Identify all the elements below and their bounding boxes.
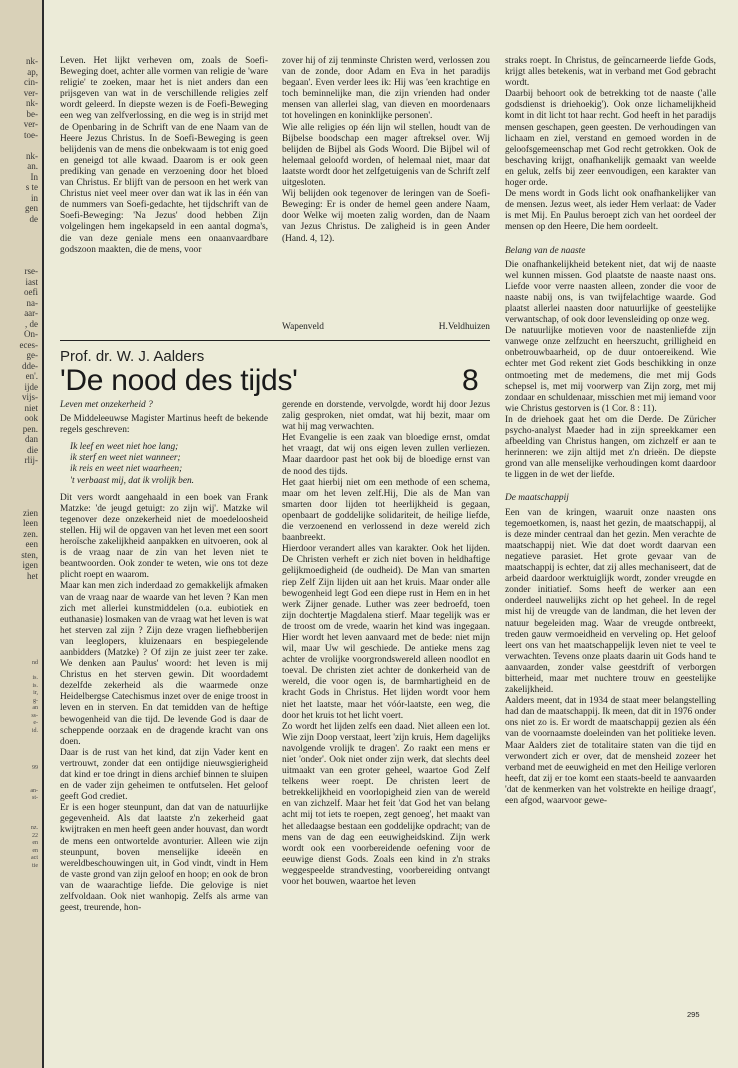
prev-page-fragment: be- [26, 108, 38, 119]
prev-page-fragment: iast [25, 276, 38, 287]
column-3 [505, 56, 716, 807]
prev-page-fragment: rlij- [24, 455, 38, 465]
paragraph: Daarbij behoort ook de betrekking tot de naaste ('alle godsdienst is driehoekig'). Ook onze lichamelijkheid komt in dit licht tot haar recht. God heeft in het paradijs mensen geschapen, geen geesten. De verhoudingen van lichaam en ziel, verstand en gemoed worden in de geloofsgemeenschap met God recht getrokken. Ook de beschaving krijgt, onafhankelijk gemaakt van weelde en geluk, zelfs bij zeer eenvoudigen, een karakter van hoger orde. [505, 89, 716, 189]
signature-name: H.Veldhuizen [438, 322, 490, 332]
prev-page-mark: 99 [32, 765, 38, 771]
prev-page-fragment: dan [25, 434, 38, 444]
paragraph: De mens wordt in Gods licht ook onafhankelijker van de mensen. Jezus weet, als ieder Hem verlaat: de Vader is met Mij. En Paulus beroept zich van het oordeel der mensen op den Heere, Die hem oordeelt. [505, 189, 716, 233]
prev-page-fragment: an. [27, 161, 38, 171]
prev-page-fragment: dde- [22, 360, 38, 371]
article-signature [282, 322, 490, 332]
prev-page-fragment: nk- [26, 98, 38, 108]
paragraph: Dit vers wordt aangehaald in een boek van Frank Matzke: 'de jeugd getuigt: zo zijn wij'. Matzke wil tegenover deze onzekerheid niet de moedeloosheid stellen. Hij wil de opgaven van het leven met een soort heroïsche zakelijkheid aanpakken en uitvoeren, ook al is de vraag naar de zin van het leven niet te beantwoorden. Ook zonder te weten, wie ons tot deze plicht roept en waarom. [60, 492, 268, 581]
prev-page-fragment: sten, [21, 549, 38, 560]
paragraph: Maar kan men zich inderdaad zo gemakkelijk afmaken van de vraag naar de waarde van het leven ? Kan men zich met allerlei kunstmiddelen (o.a. eubiotiek en euthanasie) losmaken van de vraag wat het leven is wat het sterven zal zijn ? Zijn deze vragen liefhebberijen van leeglopers, kluizenaars en bespiegelende aanbidders (Matzke) ? Of zijn ze juist zeer ter zake. We denken aan Paulus' woord: het leven is mij Christus en het sterven gewin. Dit woordademt dezelfde zekerheid als die waarmede onze Heidelbergse Catechismus inzet over de enige troost in leven en in sterven. En dat temidden van de heftige bewogenheid van die tijd. De levende God is daar de scheppende oorzaak en de dragende kracht van ons doen. [60, 581, 268, 747]
prev-page-fragment: ap, [27, 66, 38, 77]
prev-page-fragment: , de [25, 318, 38, 329]
prev-page-fragment: oefi [24, 287, 38, 297]
article-title: 'De nood des tijds' [60, 364, 298, 397]
series-number: 8 [462, 364, 479, 397]
paragraph: Hierdoor verandert alles van karakter. Ook het lijden. De Christen verheft er zich niet boven in heldhaftige gelijkmoedigheid (de oudheid). De Man van smarten riep Zelf Zijn lijden uit aan het kruis. Maar onder alle bewogenheid legt God een diepe rust in Hem en in het werk Zijner genade. Luther was zeer bedroefd, toen zijn dochtertje Magdalena stierf. Maar tegelijk was er de troost om de vrede, waarin het kind was ingegaan. Hier wordt het leven aanvaard met de bede: niet mijn wil, maar Uw wil geschiede. De antieke mens zag achter de vrolijke voorgrondswereld alleen noodlot en toeval. De christen ziet achter de donkerheid van de wereld, die voor ogen is, de barmhartigheid en de kracht Gods in Christus. Het lijden wordt voor hem niet het laatste, maar het vóór-laatste, een weg, die door het kruis tot het licht voert. [282, 544, 490, 721]
paragraph: Daar is de rust van het kind, dat zijn Vader kent en vertrouwt, zonder dat een ontijdige nieuwsgierigheid dat kind er toe dringt in diens archief binnen te sluipen en de vader zijn geheimen te ontfutselen. Het geloof geeft God crediet. [60, 747, 268, 803]
prev-page-mark: ss- [31, 712, 38, 719]
prev-page-fragment: nk- [26, 150, 38, 161]
prev-page-fragment: nk- [26, 56, 38, 66]
prev-page-fragment: de [29, 213, 38, 224]
paragraph: Er is een hoger steunpunt, dan dat van de natuurlijke gegevenheid. Als dat laatste z'n zekerheid gaat kwijtraken en men heeft geen ander houvast, dan wordt de mens een ontwortelde avonturier. Alleen wie zijn steunpunt, boven menselijke ideeën en wereldbeschouwingen uit, in God vindt, vindt in Hem de vaste grond van zijn geloof en hoop; en ook de bron van de waarachtige liefde. Die gelovige is niet zelfvoldaan. Ook niet wanhopig. Zelfs als arme van geest, treurende, hon- [60, 803, 268, 914]
previous-page-edge [0, 0, 42, 1068]
paragraph: Het Evangelie is een zaak van bloedige ernst, omdat het vraagt, dat wij ons eigen leven zullen verliezen. Maar daardoor past het ook bij de bloedige ernst van de nood des tijds. [282, 433, 490, 477]
prev-page-fragment: In [30, 171, 38, 182]
prev-page-fragment: gen [25, 203, 38, 213]
prev-page-fragment: ge- [26, 350, 38, 360]
prev-page-fragment: ook [24, 413, 38, 423]
column-1-top [60, 56, 268, 256]
section-heading: Leven met onzekerheid ? [60, 400, 153, 410]
magazine-page [44, 0, 738, 1068]
paragraph: Aalders meent, dat in 1934 de staat meer belangstelling had dan de maatschappij. Ik meen, dat dit in 1976 onder ons niet zo is. Er wordt de maatschappij gezien als één van de voornaamste doeleinden van het politieke leven. Maar Aalders ziet de totalitaire staten van die tijd en verwondert zich er over, dat de mensheid zozeer het verband met de eeuwigheid en met den Heilige verloren heeft, dat zij er toe komt een staats-beeld te aanvaarden 'dat de kenmerken van het volstrekte en heilige draagt', een afgod, waarvoor gewe- [505, 696, 716, 806]
prev-page-fragment: vijs- [21, 392, 38, 402]
prev-page-mark: tie [32, 862, 38, 869]
prev-page-mark: g- [33, 697, 38, 704]
page-number: 295 [687, 1010, 700, 1019]
paragraph: De natuurlijke motieven voor de naastenliefde zijn vanwege onze zelfzucht en heerszucht, grilligheid en onbetrouwbaarheid, op de duur ontoereikend. Wie echter met God rekent ziet Gods beschikking in onze ontmoeting met de medemens, die met mij Gods schepsel is, met mij voorwerp van Zijn zorg, met mij zondaar en schuldenaar, misschien met mij iemand voor wie Christus gestorven is (1 Cor. 8 : 11). [505, 326, 716, 414]
prev-page-mark: act [31, 855, 38, 861]
column-2-bottom [282, 400, 490, 888]
paragraph: Een van de kringen, waaruit onze naasten ons tegemoetkomen, is, naast het gezin, de maatschappij, al is deze minder centraal dan het gezin. Men verachte de maatschappij niet. Wie dat doet wordt daarvan een negatieve parasiet. Het grote gevaar van de maatschappij is echter, dat zij alles mechaniseert, dat de arbeid daardoor werktuiglijk wordt, zonder vreugde en zonder initiatief. Soms heeft de werker aan een onderdeel nauwelijks zicht op het geheel. In de regel mist hij de vreugde van de landman, die het leven der natuur begeleiden mag. Waar de vreugde ontbreekt, treden gauw vermoeidheid en verveling op. Het geloof leert ons van het maatschappelijk leven niet te veel te verwachten. Tevens onze plaats daarin uit Gods hand te aanvaarden, zonder valse geestdrift of verborgen bitterheid, maar met nuchtere trouw en geestelijke zakelijkheid. [505, 507, 716, 696]
poem-line: ik reis en weet niet waarheen; [70, 464, 183, 475]
signature-place: Wapenveld [282, 322, 324, 332]
poem [70, 442, 268, 486]
prev-page-mark: is. [32, 682, 38, 689]
prev-page-mark: st- [32, 795, 38, 801]
paragraph: Wie alle religies op één lijn wil stellen, houdt van de Bijbelse boodschap een mager aftreksel over. Wij belijden de Bijbel als Gods Woord. Die Bijbel wil of helemaal geloofd worden, of helemaal niet, maar dat laatste wordt door het zelfgetuigenis van de Schrift zelf uitgesloten. [282, 122, 490, 189]
paragraph: Wij belijden ook tegenover de leringen van de Soefi-Beweging: Er is onder de hemel geen andere Naam, door Welke wij moeten zalig worden, dan de Naam van Jezus Christus. De zaligheid is in geen Ander (Hand. 4, 12). [282, 189, 490, 244]
paragraph: Leven. Het lijkt verheven om, zoals de Soefi-Beweging doet, achter alle vormen van religie de 'ware religie' te zoeken, maar het is niet anders dan een prijsgeven van wat in de verschillende religies zelf wordt geleerd. In diepste wezen is de Foefi-Beweging een weg van zelfverlossing, en die weg is in strijd met de Openbaring in de Schrift van de ene Naam van de Heere Jezus Christus. In de Soefi-Beweging is geen belijdenis van de mens die onbekwaam is tot enig goed en geneigd tot alle kwaad. Daarom is er ook geen prediking van genade en verzoening door het bloed van Christus. Er blijft van de persoon en het werk van Christus niet veel meer over dan wat ik las in één van de nummers van Soefi-gedachte, het tijdschrift van de Soefi-Beweging: 'Na Jezus' dood hebben Zijn volgelingen hem ingekapseld in een aantal dogma's, die van deze geniale mens een onaanvaardbare godszoon maakten, die de mens, voor [60, 56, 268, 255]
paragraph: Die onafhankelijkheid betekent niet, dat wij de naaste wel kunnen missen. God plaatste de naaste naast ons. Liefde voor verre naasten alleen, zonder die voor de naaste nabij ons, is van twijfelachtige waarde. God plaatst allerlei naasten door natuurlijke of geestelijke verwantschap, of ook door levensleiding op onze weg. [505, 259, 716, 326]
prev-page-fragment: ver- [23, 87, 38, 98]
prev-page-fragment: pen. [22, 423, 38, 434]
prev-page-mark: 22 [32, 832, 38, 839]
prev-page-mark: id. [31, 727, 38, 734]
poem-line: Ik leef en weet niet hoe lang; [70, 442, 179, 453]
prev-page-fragment: aar- [24, 308, 38, 318]
intro-paragraph: De Middeleeuwse Magister Martinus heeft de bekende regels geschreven: [60, 414, 268, 436]
prev-page-fragment: eces- [19, 339, 38, 350]
prev-page-fragment: ijde [24, 381, 38, 392]
prev-page-fragment: zen. [23, 528, 38, 539]
prev-page-fragment: niet [24, 402, 38, 413]
prev-page-fragment: zien [23, 507, 38, 518]
paragraph: Zo wordt het lijden zelfs een daad. Niet alleen een lot. Wie zijn Doop verstaat, leert 'zijn kruis, Hem dagelijks navolgende vrolijk te dragen'. Zo raakt een mens er niet 'onder'. Ook niet onder zijn werk, dat slechts deel uitmaakt van een groter geheel, waartoe God Zelf telkens weer roept. De christen leert de betrekkelijkheid en voorlopigheid zien van de wereld en van zichzelf. Maar het feit 'dat God het van belang acht mij tot iets te roepen, zegt genoeg', het maakt van het alledaagse bestaan een goddelijke opdracht; van de mens van de dag een eeuwigheidskind. Zijn werk wordt ook een voorbereidende oefening voor de eeuwige dienst Gods. Zoals een kind in z'n straks weggespeelde strandvesting, voorbereiding ontvangt voor het bouwen, waartoe het leven [282, 721, 490, 888]
prev-page-mark: nz. [30, 825, 38, 831]
paragraph: Het gaat hierbij niet om een methode of een schema, maar om het leven zelf.Hij, Die als de Man van smarten door lijden tot heerlijkheid is gegaan, openbaart de goddelijke solidariteit, de heilige liefde, die verzoenend en verlossend in deze wereld zich baanbreekt. [282, 477, 490, 544]
prev-page-fragment: die [27, 444, 38, 455]
column-1-bottom [60, 400, 268, 914]
prev-page-mark: e- [33, 720, 38, 726]
prev-page-mark: is. [32, 675, 38, 681]
prev-page-fragment: een [25, 539, 38, 549]
paragraph: In de driehoek gaat het om die Derde. De Züricher psycho-analyst Maeder had in zijn spreekkamer een afbeelding van Christus hangen, om zichzelf er aan te herinneren: we zijn altijd met z'n drieën. De diepste grond van alle menselijke verhoudingen komt daardoor te liggen in de wet der liefde. [505, 414, 716, 481]
prev-page-fragment: leen [23, 518, 38, 528]
prev-page-mark: an- [30, 787, 38, 794]
article-divider [60, 340, 490, 341]
prev-page-fragment: het [27, 570, 38, 581]
poem-line: 't verbaast mij, dat ik vrolijk ben. [70, 475, 195, 486]
prev-page-fragment: na- [26, 297, 38, 308]
section-heading: Belang van de naaste [505, 245, 586, 256]
prev-page-fragment: en'. [25, 371, 38, 381]
prev-page-fragment: igen [22, 560, 38, 570]
column-2-top [282, 56, 490, 245]
prev-page-fragment: On- [24, 329, 38, 339]
poem-line: ik sterf en weet niet wanneer; [70, 453, 181, 464]
prev-page-fragment: cin- [24, 77, 38, 87]
prev-page-mark: en [32, 847, 38, 854]
paragraph: straks roept. In Christus, de geïncarneerde liefde Gods, krijgt alles betekenis, wat in verband met God gebracht wordt. [505, 56, 716, 89]
section-heading: De maatschappij [505, 493, 569, 504]
prev-page-mark: en [32, 840, 38, 846]
prev-page-fragment: in [30, 192, 38, 203]
prev-page-mark: ir, [33, 690, 38, 696]
prev-page-mark: nd [32, 660, 38, 666]
prev-page-fragment: toe- [24, 129, 38, 140]
prev-page-mark: an [32, 705, 38, 711]
prev-page-fragment: rse- [24, 266, 38, 276]
paragraph: gerende en dorstende, vervolgde, wordt hij door Jezus zalig gesproken, niet omdat, wat hij bezit, maar om wat hij mag verwachten. [282, 400, 490, 433]
prev-page-fragment: ver- [23, 119, 38, 129]
paragraph: zover hij of zij tenminste Christen werd, verlossen zou van de zonde, door Adam en Eva in het paradijs begaan'. Even verder lees ik: Hij was 'een krachtige en toch beminnelijke man, die zijn vrienden had onder mensen van allerlei slag, van dieven en moordenaars tot hovelingen en koninklijke personen'. [282, 56, 490, 122]
article-author: Prof. dr. W. J. Aalders [60, 348, 205, 365]
prev-page-fragment: s te [25, 182, 38, 192]
